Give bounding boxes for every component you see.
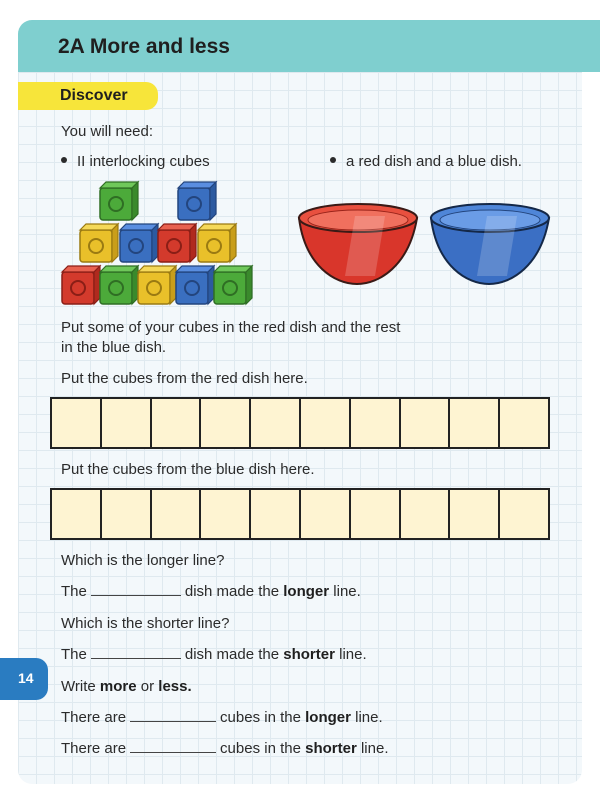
cube-cell[interactable] [450, 490, 500, 538]
blue-dish-icon [431, 204, 549, 284]
discover-label: Discover [60, 87, 128, 104]
sentence-shorter-count [61, 739, 389, 759]
answer-shorter-post: line. [339, 646, 367, 663]
cube-cell[interactable] [152, 490, 202, 538]
cube-cell[interactable] [351, 490, 401, 538]
dishes-illustration [295, 196, 555, 288]
cube-cell[interactable] [301, 399, 351, 447]
cube-cell[interactable] [251, 490, 301, 538]
question-longer: Which is the longer line? [61, 552, 225, 569]
s2-pre: There are [61, 740, 127, 757]
discover-banner [18, 82, 158, 110]
page-header [18, 20, 600, 72]
shorter-dish-blank[interactable] [91, 658, 181, 659]
more-less-blank-2[interactable] [130, 752, 216, 753]
cube-cell[interactable] [500, 490, 548, 538]
answer-longer-sentence [61, 582, 361, 602]
cube-blue-icon [178, 182, 216, 220]
page-number-tab [0, 658, 48, 700]
answer-shorter-pre: The [61, 646, 87, 663]
write-instruction [61, 677, 192, 697]
s2-mid: cubes in the [220, 740, 301, 757]
cube-cell[interactable] [152, 399, 202, 447]
answer-longer-mid: dish made the [184, 583, 280, 600]
cube-cell[interactable] [201, 490, 251, 538]
you-will-need-text: You will need: [61, 123, 154, 140]
item-dishes-label: a red dish and a blue dish. [346, 153, 522, 170]
more-less-blank-1[interactable] [130, 721, 216, 722]
item-cubes [61, 152, 210, 172]
cube-cell[interactable] [52, 399, 102, 447]
item-dishes [330, 152, 522, 172]
cube-cell[interactable] [251, 399, 301, 447]
bullet-icon [330, 157, 336, 163]
instruction-line2: in the blue dish. [61, 339, 167, 356]
cube-green-icon [100, 266, 138, 304]
longer-dish-blank[interactable] [91, 595, 181, 596]
blue-dish-prompt: Put the cubes from the blue dish here. [61, 461, 315, 478]
bullet-icon [61, 157, 67, 163]
write-more: more [99, 678, 137, 695]
write-less: less. [158, 678, 192, 695]
page-number: 14 [18, 670, 34, 686]
cube-cell[interactable] [52, 490, 102, 538]
cube-cell[interactable] [102, 490, 152, 538]
answer-shorter-mid: dish made the [184, 646, 280, 663]
answer-longer-pre: The [61, 583, 87, 600]
answer-shorter-sentence [61, 645, 367, 665]
page-title: 2A More and less [58, 35, 230, 58]
write-pre: Write [61, 678, 96, 695]
cube-green-icon [214, 266, 252, 304]
cube-cell[interactable] [351, 399, 401, 447]
s2-post: line. [360, 740, 389, 757]
cube-blue-icon [176, 266, 214, 304]
s1-bold: longer [305, 709, 351, 726]
cube-cell[interactable] [102, 399, 152, 447]
s1-post: line. [355, 709, 383, 726]
cube-yellow-icon [80, 224, 118, 262]
cube-blue-icon [120, 224, 158, 262]
cube-cell[interactable] [301, 490, 351, 538]
s1-mid: cubes in the [220, 709, 301, 726]
instruction-line1: Put some of your cubes in the red dish and the rest [61, 319, 401, 336]
cube-yellow-icon [138, 266, 176, 304]
cube-cell[interactable] [401, 399, 451, 447]
answer-longer-bold: longer [283, 583, 330, 600]
answer-longer-post: line. [333, 583, 361, 600]
cube-green-icon [100, 182, 138, 220]
cube-cell[interactable] [201, 399, 251, 447]
red-cube-row [50, 397, 550, 449]
sentence-longer-count [61, 708, 383, 728]
cube-yellow-icon [198, 224, 236, 262]
s2-bold: shorter [305, 740, 357, 757]
s1-pre: There are [61, 709, 127, 726]
cube-cell[interactable] [401, 490, 451, 538]
write-or: or [140, 678, 155, 695]
item-cubes-label: II interlocking cubes [77, 153, 210, 170]
interlocking-cubes-illustration [58, 180, 258, 310]
blue-cube-row [50, 488, 550, 540]
answer-shorter-bold: shorter [283, 646, 335, 663]
cube-red-icon [62, 266, 100, 304]
cube-cell[interactable] [500, 399, 548, 447]
cube-cell[interactable] [450, 399, 500, 447]
red-dish-prompt: Put the cubes from the red dish here. [61, 370, 308, 387]
red-dish-icon [299, 204, 417, 284]
cube-red-icon [158, 224, 196, 262]
question-shorter: Which is the shorter line? [61, 615, 230, 632]
